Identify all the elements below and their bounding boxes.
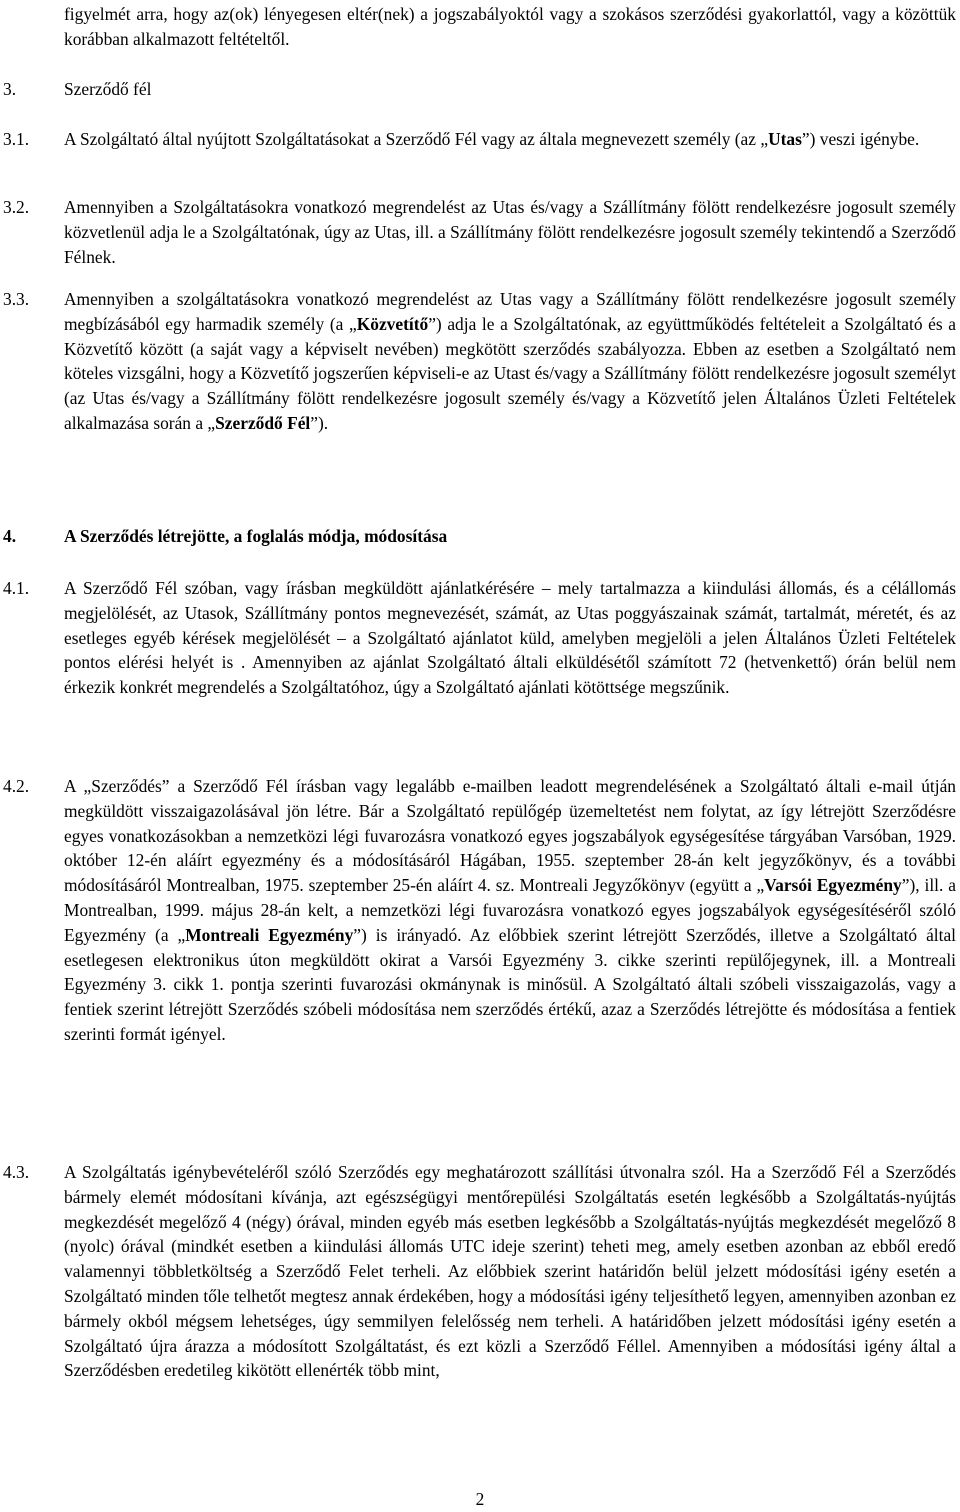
paragraph-3-3 [3,287,956,436]
paragraph-3-2 [3,195,956,269]
section-4-number: 4. [3,526,17,546]
paragraph-3-3-text-c: ”) adja le a Szolgáltatónak, az együttműködés feltételeit a Szolgáltató és a Közvetítő között (a saját vagy a képviselt nevében) megkötött szerződés szabályozza. Ebben az esetben a Szolgáltató nem köteles vizsgálni, hogy a Közvetítő jogszerűen képviseli-e az Utast és/vagy a Szállítmány fölött rendelkezésre jogosult személyt (az Utas és/vagy a Szállítmány fölött rendelkezésre jogosult személy és/vagy a Közvetítő jelen Általános Üzleti Feltételek alkalmazása során a „ [64,313,956,433]
section-4-heading [3,524,448,549]
paragraph-3-1-text-c: ”) veszi igénybe. [801,129,920,149]
paragraph-3-3-text-e: ”). [310,412,329,433]
paragraph-4-3-text: A Szolgáltatás igénybevételéről szóló Szerződés egy meghatározott szállítási útvonalra szól. Ha a Szerződő Fél a Szerződés bármely elemét módosítani kívánja, azt egészségügyi mentőrepülési Szolgáltatás esetén legkésőbb a Szolgáltatás-nyújtás megkezdését megelőző 4 (négy) órával, minden egyéb más esetben legkésőbb a Szolgáltatás-nyújtás megkezdését megelőző 8 (nyolc) órával (mindkét esetben a kiindulási állomás UTC ideje szerint) teheti meg, amely esetben azonban az ebből eredő valamennyi többletköltség a Szerződő Felet terheli. Az előbbiek szerint határidőn belül jelzett módosítási igény esetén a Szolgáltató minden tőle telhetőt megtesz annak érdekében, hogy a módosítási igény teljesíthető legyen, amennyiben azonban ez bármely okból mégsem lehetséges, úgy semmilyen felelősség nem terheli. A határidőben jelzett módosítási igény esetén a Szolgáltató újra árazza a módosított Szolgáltatást, és ezt közli a Szerződő Féllel. Amennyiben a módosítási igény által a Szerződésben eredetileg kikötött ellenérték több mint, [64,1162,956,1381]
defined-term-montreali-egyezmeny: Montreali Egyezmény [185,924,354,945]
defined-term-szerzodo-fel: Szerződő Fél [215,412,311,433]
section-3-number: 3. [3,79,17,99]
paragraph-4-2-text-c: ”), ill. a Montrealban, 1999. május 28-án kelt, a nemzetközi légi fuvarozásra vonatkozó egyes jogszabályok egységesítéséről szóló Egyezmény (a „ [64,875,956,945]
paragraph-4-1 [3,576,956,700]
paragraph-4-2-text-a: A „Szerződés” a Szerződő Fél írásban vagy legalább e-mailben leadott megrendelésének a Szolgáltató általi e-mail útján megküldött visszaigazolásával jön létre. Bár a Szolgáltató repülőgép üzemeltetést nem folytat, az így létrejött Szerződésre egyes vonatkozásokban a nemzetközi légi fuvarozásra vonatkozó egyes jogszabályok egységesítése tárgyában Varsóban, 1929. október 12-én aláírt egyezmény és a módosításáról Hágában, 1955. szeptember 28-án kelt jegyzőkönyv, és a további módosításáról Montrealban, 1975. szeptember 25-én aláírt 4. sz. Montreali Jegyzőkönyv (együtt a „ [64,776,956,896]
paragraph-3-2-number: 3.2. [3,197,30,217]
paragraph-4-2-text-e: ”) is irányadó. Az előbbiek szerint létrejött Szerződés, illetve a Szolgáltató által esetlegesen elektronikus úton megküldött okirat a Varsói Egyezmény 3. cikke szerinti repülőjegynek, ill. a Montreali Egyezmény 3. cikk 1. pontja szerinti fuvarozási okmánynak is minősül. A Szolgáltató általi szóbeli visszaigazolás, vagy a fentiek szerint létrejött Szerződés szóbeli módosítása nem szerződés értékű, azaz a Szerződés létrejötte és módosítása a fentiek szerinti formát igényel. [64,924,957,1044]
paragraph-3-1 [3,127,956,152]
paragraph-4-1-text: A Szerződő Fél szóban, vagy írásban megküldött ajánlatkérésére – mely tartalmazza a kiindulási állomás, és a célállomás megjelölését, az Utasok, Szállítmány pontos megnevezését, számát, az Utas poggyászainak számát, tartalmát, méretét, és az esetleges egyéb kérések megjelölését – a Szolgáltató ajánlatot küld, amelyben megjelöli a jelen Általános Üzleti Feltételek pontos elérési helyét is . Amennyiben az ajánlat Szolgáltató általi elküldésétől számított 72 (hetvenkettő) órán belül nem érkezik konkrét megrendelés a Szolgáltatóhoz, úgy a Szolgáltató ajánlati kötöttsége megszűnik. [64,578,956,698]
section-4-title: A Szerződés létrejötte, a foglalás módja, módosítása [64,526,448,546]
paragraph-4-3-number: 4.3. [3,1162,30,1182]
paragraph-3-3-text-a: Amennyiben a szolgáltatásokra vonatkozó megrendelést az Utas vagy a Szállítmány fölött rendelkezésre jogosult személy megbízásából egy harmadik személy (a „ [64,289,956,334]
section-3-title: Szerződő fél [64,79,152,99]
defined-term-varsoi-egyezmeny: Varsói Egyezmény [764,875,902,896]
paragraph-4-2 [3,774,957,1047]
paragraph-4-2-number: 4.2. [3,776,30,796]
defined-term-utas: Utas [768,129,802,149]
paragraph-4-1-number: 4.1. [3,578,30,598]
paragraph-3-2-text: Amennyiben a Szolgáltatásokra vonatkozó megrendelést az Utas és/vagy a Szállítmány fölött rendelkezésre jogosult személy közvetlenül adja le a Szolgáltatónak, úgy az Utas, ill. a Szállítmány fölött rendelkezésre jogosult személy tekintendő a Szerződő Félnek. [64,197,956,267]
page-number: 2 [475,1489,485,1509]
paragraph-3-1-number: 3.1. [3,129,30,149]
paragraph-4-3 [3,1160,956,1383]
section-3-heading [3,77,152,102]
intro-text: figyelmét arra, hogy az(ok) lényegesen eltér(nek) a jogszabályoktól vagy a szokásos szerződési gyakorlattól, vagy a közöttük korábban alkalmazott feltételtől. [64,4,956,49]
paragraph-3-3-number: 3.3. [3,289,30,309]
defined-term-kozvetito: Közvetítő [356,313,429,334]
intro-paragraph [64,2,956,52]
paragraph-3-1-text-a: A Szolgáltató által nyújtott Szolgáltatásokat a Szerződő Fél vagy az általa megnevezett személy (az „ [64,129,769,149]
